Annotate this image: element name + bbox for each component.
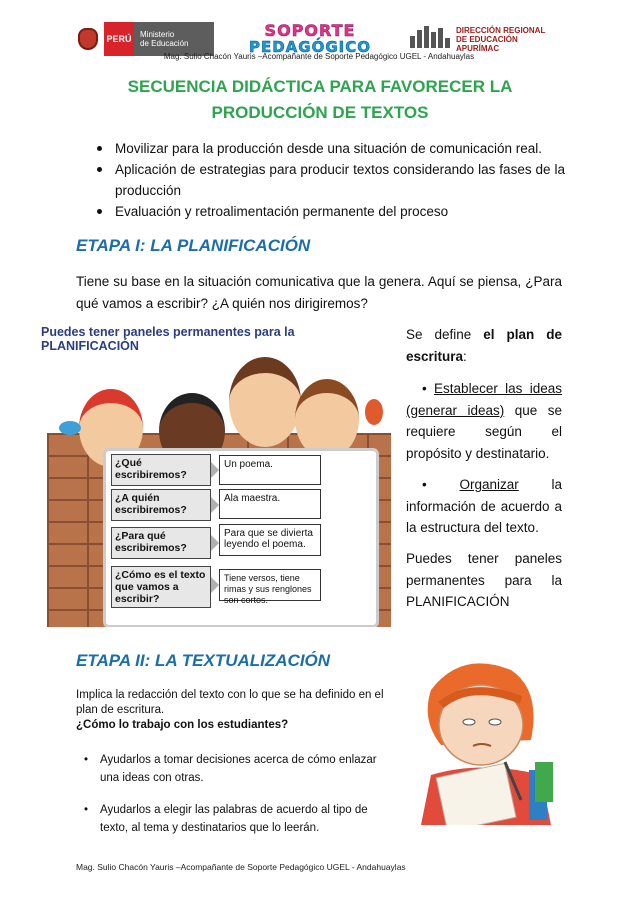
etapa1-intro: Tiene su base en la situación comunicativa que la genera. Aquí se piensa, ¿Para qué vamos a escribir? ¿A quién nos dirigiremos?	[76, 274, 562, 311]
panel-note: Puedes tener paneles permanentes para la PLANIFICACIÓN	[406, 551, 562, 609]
list-item: • Ayudarlos a elegir las palabras de acuerdo al tipo de texto, al tema y destinatarios que lo leerán.	[76, 801, 396, 837]
question-box: ¿Para qué escribiremos?	[111, 527, 211, 559]
answer-box: Tiene versos, tiene rimas y sus renglones son cortos.	[219, 569, 321, 601]
etapa2-question: ¿Cómo lo trabajo con los estudiantes?	[76, 719, 289, 731]
list-item: Evaluación y retroalimentación permanente del proceso	[95, 201, 565, 222]
list-item: Movilizar para la producción desde una situación de comunicación real.	[95, 138, 565, 159]
arrow-icon	[211, 497, 219, 513]
plan-definition: Se define el plan de escritura:	[406, 327, 562, 364]
illustration-caption: Puedes tener paneles permanentes para la PLANIFICACIÓN	[41, 325, 295, 353]
dre-text: DIRECCIÓN REGIONAL DE EDUCACIÓN APURÍMAC	[456, 26, 546, 53]
plan-item-organizar: • Organizar la información de acuerdo a la estructura del texto.	[406, 477, 562, 535]
objectives-list	[95, 138, 565, 222]
etapa2-list	[76, 751, 396, 837]
answer-box: Un poema.	[219, 455, 321, 485]
answer-box: Ala maestra.	[219, 489, 321, 519]
soporte-pedagogico-logo	[240, 22, 380, 56]
question-box: ¿Qué escribiremos?	[111, 454, 211, 486]
etapa2-body	[76, 688, 396, 851]
etapa2-intro: Implica la redacción del texto con lo que se ha definido en el plan de escritura.	[76, 689, 384, 716]
minedu-logo	[76, 22, 214, 56]
page-footer: Mag. Sulio Chacón Yauris –Acompañante de Soporte Pedagógico UGEL - Andahuaylas	[76, 862, 406, 872]
dre-building-icon	[408, 24, 452, 52]
question-box: ¿Cómo es el texto que vamos a escribir?	[111, 566, 211, 608]
pedagogico-text: PEDAGÓGICO	[248, 38, 372, 56]
kid-brown-hair	[229, 357, 301, 447]
etapa2-heading: ETAPA II: LA TEXTUALIZACIÓN	[76, 651, 331, 670]
bird-right-icon	[365, 399, 383, 425]
writing-boy-illustration	[401, 650, 561, 825]
peru-seal-icon	[76, 22, 100, 56]
arrow-icon	[211, 577, 219, 593]
arrow-icon	[211, 462, 219, 478]
list-item: Aplicación de estrategias para producir textos considerando las fases de la producción	[95, 159, 565, 201]
list-item: • Ayudarlos a tomar decisiones acerca de cómo enlazar una ideas con otras.	[76, 751, 396, 787]
header-subtitle: Mag. Sulio Chacón Yauris –Acompañante de Soporte Pedagógico UGEL - Andahuaylas	[163, 52, 475, 61]
boy-writing-drawing	[401, 650, 561, 825]
kid-girl	[295, 379, 359, 459]
etapa1-heading: ETAPA I: LA PLANIFICACIÓN	[76, 236, 311, 255]
planning-illustration	[39, 321, 395, 627]
arrow-icon	[211, 535, 219, 551]
question-box: ¿A quién escribiremos?	[111, 489, 211, 521]
page-title: SECUENCIA DIDÁCTICA PARA FAVORECER LA PRODUCCIÓN DE TEXTOS	[127, 77, 513, 122]
peru-label: PERÚ	[104, 22, 134, 56]
bird-left-icon	[59, 421, 81, 435]
answer-box: Para que se divierta leyendo el poema.	[219, 524, 321, 556]
plan-item-establecer: • Establecer las ideas (generar ideas) que se requiere según el propósito y destinatario.	[406, 381, 562, 461]
ministry-label: Ministerio de Educación	[134, 22, 214, 56]
soporte-text: SOPORTE	[264, 21, 356, 40]
